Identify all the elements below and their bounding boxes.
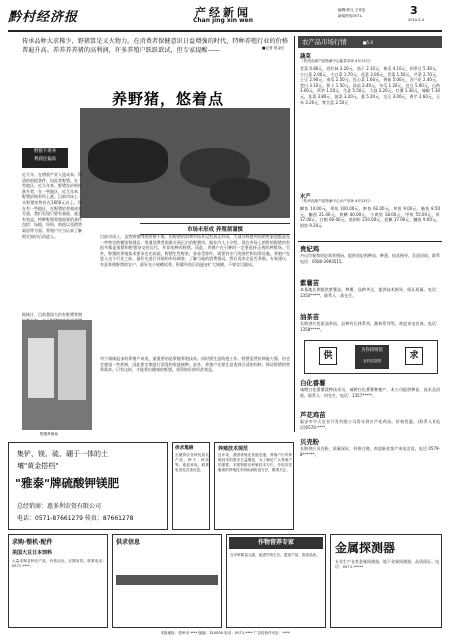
badge-line2: 利润还偏高 [34,157,56,162]
issue-date: 2010.5.4 [408,18,425,22]
mid-ad-title: 供求集锦 [175,446,194,451]
section-subtitle: Chan jing xin wen [192,17,254,24]
classified-mid-title: 供求信息 [116,539,141,546]
photo-caption: 野猪养殖场 [40,432,58,436]
market-article-2: 对于刚刚起步的养殖户来说，最重要的是掌握养殖技术，同时要注意防疫工作。野猪虽然抗病能力强，但也会感染一些疾病，因此要定期进行消毒和免疫接种。此外，养殖户还要注意选择合适的饲料，保证野猪的营养需求。只有这样，才能养出健康的野猪，获得较好的经济效益。 [100,356,290,373]
lead-quote: 传承品种大求稀少，野猪算是又火物力。在消费者保健意识日益增强的时代，特种养殖行业的价格普遍升高。养养养养猪的高利润，许多养殖户跃跃欲试，但专家提醒—— [22,38,289,54]
classified-mid [112,534,222,628]
classified-left-text: 大量求购各种农产品，价格从优，长期有效。联系电话：0571-****。 [12,559,106,568]
vertical-divider [294,36,295,432]
ad-tea-oil-text: 长期供应优质油茶苗，品种有长林系列，湘林系列等。欢迎来电咨询。电话：1358*****。 [300,321,440,332]
vegetables-title: 蔬菜 [300,54,311,60]
metal-detector-ad [330,534,442,628]
ad-shell-powder-title: 贝壳粉 [300,438,320,446]
crop-nutrition-ad [226,534,326,628]
ad-tea-oil-title: 油茶苗 [300,313,320,321]
byline: ■记者 曾金红 [262,46,285,50]
classified-left-sub: 美国大豆日本饲料 [12,550,53,556]
article-left-column: 近几年，在增收产业入选成本、保质的前提条件，因此养野猪。在一些地区，近几年来，野猪在价格连涨升势，在一些地区，近几年来，野猪价格有所上涨。目前市场上一头野猪的售价在1000元以上。现在有一些地区，在野猪的养殖成本方面，我们发现只要有基础，就会有效益。特种野猪养殖需要的条件包括：场地、饲料、防疫以及销售渠道等方面。养殖户应当认真了解相关知识后再进入。 [22,172,82,239]
ad-white-yam-text: 诚聘白化番薯栽种技术员，诚聘白化番薯种植户，本公司提供种苗，技术及回收，联系人：何先生，电话：1357*****。 [300,387,440,398]
badge-line1: 野猪不难养 [34,149,56,154]
tech-column-text: 近年来，我国养殖业发展迅速，养殖户们对养殖技术的需求日益增加，为了满足广大养殖户的需要，本报特推出养殖技术专栏，介绍各类畜禽的养殖技术和疾病防治方法，敬请关注。 [218,453,292,472]
market-prices-header [298,36,442,48]
classified-left-title: 求购·整机·配件 [12,539,53,546]
ad-guifei-chicken-text: 丹山市春和贵妃鸡养殖场，提供贵妃鸡种苗、种蛋，技术指导，负责回收。联系电话：0580-2993515。 [300,253,440,264]
ad-shell-powder-text: 长期供应贝壳粉，质量保证，价格合理，欢迎新老客户来电洽谈。电话 0579-8******。 [300,446,440,457]
classified-mid-band [116,575,218,585]
seafood-prices: 鲫鱼 14.00元，带鱼 100.00元，鲈鱼 62.00元，草鱼 9.00元，鲢鱼 8.50元，鳊鱼 21.00元，黄鳝 40.00元，小黄鱼 18.00元，甲鱼 55.00元，虾 37.00元，白鲳 60.00元，基围虾 210.00元，泥鳅 17.00元，鳙鱼 9.00元，银鱼 9.20元 [300,206,440,228]
tech-column-box [214,442,294,530]
brand-text: 为你找财富 [361,348,383,353]
fertilizer-phone: 电话：0571-87661279 传真：87661278 [17,515,134,522]
market-prices-title: 农产品市场行情 [302,38,347,46]
hotline: 新闻热线0571- [338,14,363,18]
vegetables-source: （杭州农副产品物流中心蔬菜市场 4月13日） [300,59,373,63]
fertilizer-company: 总经销商：惠多利农资有限公司 [17,503,102,510]
fertilizer-line1: 集铲、镁、硫、硼于一体的土 [17,450,108,458]
article-left-column-2: 据统计，目前我国大约有野猪养殖 [22,312,82,317]
mid-ad-box [172,442,210,530]
section-title: 产经新闻 [195,6,251,19]
mid-ad-text: 长期供应各种优质农产品，种子，种苗等。欢迎来电。联系电话见各条信息。 [175,453,209,472]
tech-column-title: 养殖技术规范 [218,446,249,452]
subhead-badge [22,148,68,168]
page-number: 3 [410,4,418,17]
ad-guifei-chicken-title: 贵妃鸡 [300,245,320,253]
fertilizer-line2: 壤"黄金搭档" [17,462,59,470]
product-photo [22,320,92,430]
crop-nutrition-title: 作物营养专家 [229,537,323,549]
supply-demand-box [304,340,438,374]
seafood-source: （杭州农副产品物流中心水产市场 4月13日） [300,199,373,203]
editor-line: 编辑/曾凡 王家忠 [338,8,366,12]
ad-luhua-chicken-title: 芦花鸡苗 [300,411,326,419]
crop-nutrition-text: 含多种微量元素，促进作物生长，提高产量，改善品质。 [230,553,320,557]
masthead-rule [8,30,442,32]
footer-info: 本报地址：杭州市 **** 邮编：310000 电话：0571-**** 广告经营许可证：**** [160,631,290,635]
ad-white-yam-title: 白化番薯 [300,379,326,387]
vegetables-prices: 青菜 0.80元，西红柿 3.20元，茄子 2.10元，黄瓜 4.10元，四季豆 5.30元，小白菜 2.00元，大白菜 1.70元，花菜 3.00元，青菜 1.50元，芹菜 2.70元，土豆 2.90元，南瓜 2.50元，包心菜 1.60元，香菇 5.00元，西兰花 2.40元，茭白 3.10元，萝卜 1.50元，蒜苗 2.40元，冬瓜 1.20元，豇豆 5.00元，山药 3.00元，莴笋 1.50元，生姜 5.50元，大蒜 3.20元，红薯 1.30元，辣椒 7.30元，韭菜 3.80元，菠菜 3.20元，葱 5.20元，毛豆 3.00元，香芋 2.60元，玉米 3.20元，紫甘蓝 2.50元 [300,66,440,105]
fertilizer-brand: "雅泰"牌硫酸钾镁肥 [15,476,119,490]
market-subhead: 市场未形成 养殖须谨慎 [140,223,290,235]
brand-badge [355,345,389,369]
supply-label: 供 [319,347,337,365]
market-prices-date: ■5.4 [362,40,373,45]
headline: 养野猪，悠着点 [112,90,225,108]
newspaper-logo: 黔村经济报 [8,10,79,25]
metal-detector-title: 金属探测器 [335,541,396,555]
metal-detector-text: 专业生产各类金属探测器，地下金属探测器，品质保证。电话：0571-***** [335,559,439,570]
ad-luhua-chicken-text: 临安市中天农业开发有限公司常年供应芦花鸡苗，价格优惠。(联系人)(电话)0570-****。 [300,419,440,430]
brand-sub: 农村信息网 [363,359,381,363]
right-divider [298,241,442,242]
fertilizer-ad [8,442,168,530]
masthead [8,4,442,30]
seafood-title: 水产 [300,194,311,200]
ad-purple-yam-title: 紫薯苗 [300,279,320,287]
market-article: 目前市场上，虽然野猪肉的价格不低，但野猪的消费市场并没有真正形成。大部分野猪肉的销售渠道都是在一些特定的餐馆和酒店，普通消费者很难买到正宗的野猪肉。据业内人士介绍，现在市场上销售的野猪肉有很多都是家猪和野猪杂交的后代，并非纯种的野猪。因此，养殖户在引种时一定要选择正规的种猪场。另外，野猪的养殖技术要求也比较高，野猪生性野蛮，容易受惊吓，需要有专门的围栏和饲养设施。养殖户在进入这个行业之前，最好先进行详细的市场调查，了解当地的消费情况，然后再决定是否养殖。专家建议，有意养殖野猪的农户，最好先小规模试养，积累经验后再逐步扩大规模，不要盲目跟风。 [100,234,290,267]
demand-label: 求 [405,347,423,365]
boar-photo [80,108,290,218]
classified-left [8,534,108,628]
ad-purple-yam-text: 本基地长期提供紫薯苗、种薯，品种齐全，提供技术指导，保证质量。电话：1350*****，联系人：蒋先生。 [300,287,440,298]
